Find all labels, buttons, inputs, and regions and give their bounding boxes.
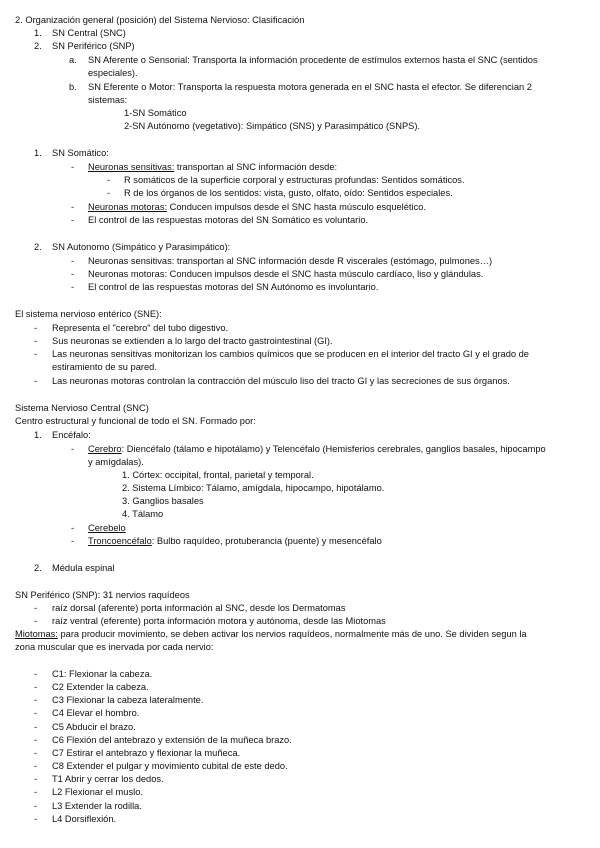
list-letter: b. [69, 82, 77, 92]
bullet-dash: - [34, 814, 38, 824]
sub-item: 1-SN Somático [124, 108, 187, 118]
list-item: Representa el "cerebro" del tubo digestivo. [52, 323, 229, 333]
bullet-dash: - [34, 735, 38, 745]
bullet-dash: - [34, 669, 38, 679]
list-number: 1. [34, 148, 42, 158]
sub-item: 2-SN Autónomo (vegetativo): Simpático (SNS) y Parasimpático (SNPS). [124, 121, 421, 131]
bullet-dash: - [34, 682, 38, 692]
list-item: SN Central (SNC) [52, 28, 126, 38]
miotoma-item: C6 Flexión del antebrazo y extensión de la muñeca brazo. [52, 735, 292, 745]
list-item [88, 201, 426, 213]
sub-item: 3. Ganglios basales [122, 496, 204, 506]
bullet-dash: - [34, 349, 38, 359]
list-item-continuation: estiramiento de su pared. [52, 362, 157, 372]
bullet-dash: - [71, 256, 75, 266]
bullet-dash: - [34, 616, 38, 626]
list-item: Neuronas sensitivas: transportan al SNC información desde R viscerales (estómago, pulmones…) [88, 256, 493, 266]
bullet-dash: - [34, 708, 38, 718]
list-number: 2. [34, 563, 42, 573]
list-letter: a. [69, 55, 77, 65]
list-item: Encéfalo: [52, 430, 91, 440]
heading: SN Periférico (SNP): 31 nervios raquídeos [15, 590, 190, 600]
text: : Diencéfalo (tálamo e hipotálamo) y Telencéfalo (Hemisferios cerebrales, ganglios basales, hipocampo [121, 444, 546, 454]
heading: SN Autonomo (Simpático y Parasimpático): [52, 242, 231, 252]
paragraph [15, 628, 527, 640]
bullet-dash: - [71, 444, 75, 454]
list-number: 1. [34, 430, 42, 440]
bullet-dash: - [34, 761, 38, 771]
heading: El sistema nervioso entérico (SNE): [15, 309, 162, 319]
bullet-dash: - [34, 376, 38, 386]
sub-item: R somáticos de la superficie corporal y estructuras profundas: Sentidos somáticos. [124, 175, 465, 185]
bullet-dash: - [71, 536, 75, 546]
miotoma-item: C7 Estirar el antebrazo y flexionar la muñeca. [52, 748, 241, 758]
list-item: El control de las respuestas motoras del SN Somático es voluntario. [88, 215, 369, 225]
sub-item: R de los órganos de los sentidos: vista, gusto, olfato, oído: Sentidos especiales. [124, 188, 453, 198]
text: Conducen impulsos desde el SNC hasta músculo esquelético. [167, 202, 426, 212]
list-item-continuation: y amígdalas). [88, 457, 144, 467]
list-item: Sus neuronas se extienden a lo largo del tracto gastrointestinal (GI). [52, 336, 333, 346]
list-item: Las neuronas sensitivas monitorizan los cambios químicos que se producen en el interior del tracto GI y el grado de [52, 349, 529, 359]
list-item [88, 161, 337, 173]
list-number: 2. [34, 242, 42, 252]
underlined-term: Miotomas: [15, 629, 58, 639]
list-item: SN Periférico (SNP) [52, 41, 135, 51]
bullet-dash: - [34, 603, 38, 613]
bullet-dash: - [34, 748, 38, 758]
bullet-dash: - [71, 202, 75, 212]
bullet-dash: - [34, 722, 38, 732]
bullet-dash: - [71, 215, 75, 225]
bullet-dash: - [34, 695, 38, 705]
miotoma-item: C8 Extender el pulgar y movimiento cubital de este dedo. [52, 761, 288, 771]
subheading: Centro estructural y funcional de todo el SN. Formado por: [15, 416, 256, 426]
list-item: SN Eferente o Motor: Transporta la respuesta motora generada en el SNC hasta el efector. Se diferencian 2 [88, 82, 532, 92]
list-item-continuation: sistemas: [88, 95, 128, 105]
bullet-dash: - [34, 323, 38, 333]
miotoma-item: C2 Extender la cabeza. [52, 682, 149, 692]
miotoma-item: L3 Extender la rodilla. [52, 801, 142, 811]
list-item: raíz dorsal (aferente) porta información al SNC, desde los Dermatomas [52, 603, 346, 613]
list-item: Cerebelo [88, 523, 126, 533]
miotoma-item: L4 Dorsiflexión. [52, 814, 117, 824]
bullet-dash: - [107, 175, 111, 185]
bullet-dash: - [34, 336, 38, 346]
underlined-term: Cerebro [88, 444, 122, 454]
list-item: Neuronas motoras: Conducen impulsos desde el SNC hasta músculo cardíaco, liso y glándulas. [88, 269, 484, 279]
list-item: SN Aferente o Sensorial: Transporta la información procedente de estímulos externos hasta el SNC (sentidos [88, 55, 538, 65]
miotoma-item: C3 Flexionar la cabeza lateralmente. [52, 695, 204, 705]
list-number: 1. [34, 28, 42, 38]
heading: SN Somático: [52, 148, 109, 158]
text: : Bulbo raquídeo, protuberancia (puente) y mesencéfalo [151, 536, 382, 546]
heading: Sistema Nervioso Central (SNC) [15, 403, 149, 413]
list-item [88, 443, 546, 455]
miotoma-item: C1: Flexionar la cabeza. [52, 669, 153, 679]
list-number: 2. [34, 41, 42, 51]
list-item: El control de las respuestas motoras del SN Autónomo es involuntario. [88, 282, 379, 292]
sub-item: 4. Tálamo [122, 509, 164, 519]
list-item: raíz ventral (eferente) porta información motora y autónoma, desde las Miotomas [52, 616, 386, 626]
underlined-term: Neuronas motoras: [88, 202, 168, 212]
sub-item: 1. Córtex: occipital, frontal, parietal y temporal. [122, 470, 314, 480]
bullet-dash: - [34, 787, 38, 797]
list-item: Las neuronas motoras controlan la contracción del músculo liso del tracto GI y las secreciones de sus órganos. [52, 376, 510, 386]
sub-item: 2. Sistema Límbico: Tálamo, amígdala, hipocampo, hipotálamo. [122, 483, 385, 493]
list-item: Médula espinal [52, 563, 115, 573]
miotoma-item: C5 Abducir el brazo. [52, 722, 136, 732]
bullet-dash: - [71, 269, 75, 279]
bullet-dash: - [71, 523, 75, 533]
section-title: 2. Organización general (posición) del Sistema Nervioso: Clasificación [15, 15, 305, 25]
bullet-dash: - [71, 162, 75, 172]
list-item [88, 535, 382, 547]
text: para producir movimiento, se deben activar los nervios raquídeos, normalmente más de uno. Se dividen segun la [57, 629, 527, 639]
miotoma-item: C4 Elevar el hombro. [52, 708, 140, 718]
bullet-dash: - [71, 282, 75, 292]
list-item-continuation: especiales). [88, 68, 138, 78]
bullet-dash: - [107, 188, 111, 198]
miotoma-item: L2 Flexionar el muslo. [52, 787, 143, 797]
text: transportan al SNC información desde: [174, 162, 338, 172]
bullet-dash: - [34, 774, 38, 784]
underlined-term: Neuronas sensitivas: [88, 162, 175, 172]
paragraph-continuation: zona muscular que es inervada por cada nervio: [15, 642, 214, 652]
bullet-dash: - [34, 801, 38, 811]
miotoma-item: T1 Abrir y cerrar los dedos. [52, 774, 164, 784]
underlined-term: Troncoencéfalo [88, 536, 152, 546]
